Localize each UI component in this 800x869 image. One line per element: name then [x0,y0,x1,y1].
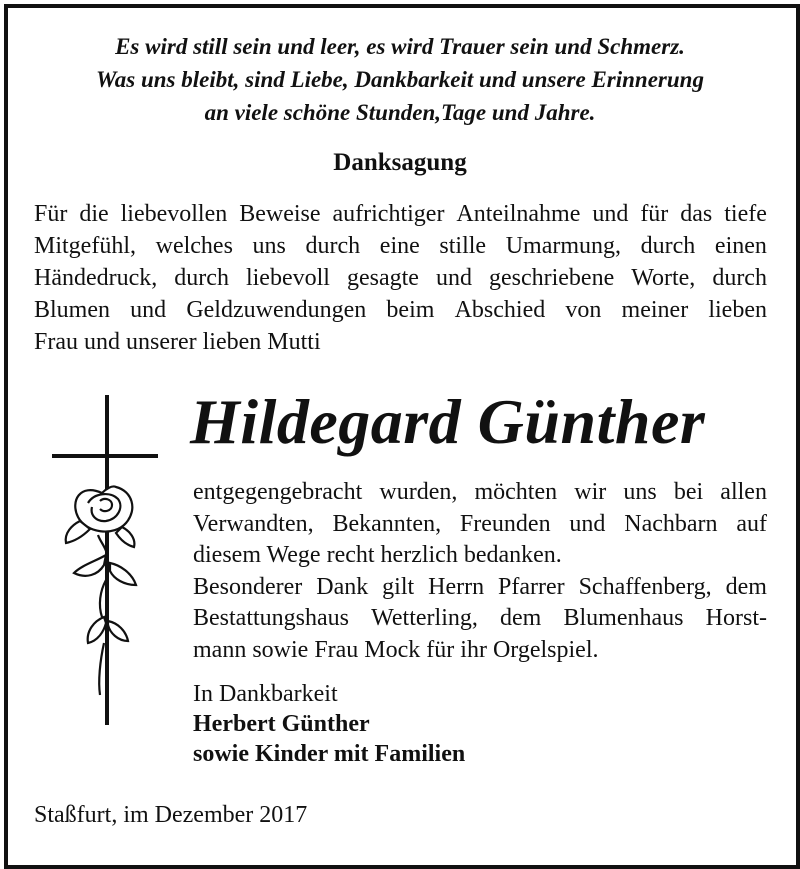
intro-line [34,294,767,326]
word: Besonderer [193,573,303,600]
word: uns [252,233,286,259]
verse-line: Es wird still sein und leer, es wird Trauer sein und Schmerz. [115,34,685,59]
word: durch [174,265,229,291]
cross-horizontal-beam [52,454,158,458]
intro-line: Frau und unserer lieben Mutti [34,329,321,355]
word: Pfarrer [498,573,565,600]
place-date: Staßfurt, im Dezember 2017 [34,802,308,828]
word: aufrichtiger [332,201,445,227]
word: Wetterling, [371,605,478,631]
word: Mitgefühl, [34,233,136,259]
word: gesagte [346,265,419,291]
word: wir [574,479,607,505]
word: Nachbarn [624,510,718,537]
intro-paragraph [34,198,767,358]
word: und [592,201,629,227]
word: tiefe [724,201,767,227]
word: Worte, [631,265,696,291]
word: Herrn [428,573,485,600]
word: Bekannten, [332,510,442,537]
word: bei [673,479,704,505]
word: geschriebene [488,265,615,291]
word: Für [34,201,68,227]
intro-line [34,198,767,230]
thanks-paragraph [193,477,767,666]
signature-family: sowie Kinder mit Familien [193,741,466,767]
thanks-line [193,477,767,509]
signature-closing: In Dankbarkeit [193,681,338,707]
word: Verwandten, [193,510,314,537]
cross-with-rose-icon [40,395,170,730]
word: entgegengebracht [193,479,363,505]
word: Händedruck, [34,265,158,291]
verse-line: Was uns bleibt, sind Liebe, Dankbarkeit und unsere Erinnerung [96,67,704,92]
thanks-line [193,572,767,604]
intro-line [34,262,767,294]
word: liebevollen [120,201,228,227]
intro-line [34,230,767,262]
word: und [435,265,472,291]
word: Blumenhaus [563,605,684,631]
notice-heading: Danksagung [333,149,467,176]
word: auf [736,510,767,537]
deceased-name: Hildegard Günther [190,386,706,457]
thanks-line: diesem Wege recht herzlich bedanken. [193,542,562,568]
word: das [680,201,713,227]
word: beim [386,297,435,323]
word: Horst- [705,605,767,631]
signature-name: Herbert Günther [193,711,370,737]
word: Freunden [459,510,551,537]
word: von [565,297,602,323]
word: uns [623,479,657,505]
word: meiner [621,297,689,323]
memorial-verse [0,30,800,129]
word: dem [500,605,542,631]
word: Abschied [454,297,546,323]
word: dem [725,573,767,600]
word: stille [439,233,487,259]
thanks-line [193,603,767,635]
word: und [130,297,167,323]
word: wurden, [379,479,458,505]
word: für [640,201,669,227]
word: durch [712,265,767,291]
word: Dank [316,573,369,600]
verse-line: an viele schöne Stunden,Tage und Jahre. [204,100,596,125]
word: durch [305,233,361,259]
thanks-line: mann sowie Frau Mock für ihr Orgelspiel. [193,636,599,663]
thanks-line [193,509,767,541]
word: lieben [708,297,767,323]
word: durch [640,233,696,259]
word: liebevoll [245,265,330,291]
rose-icon [66,486,136,695]
word: Schaffenberg, [578,573,712,600]
word: möchten [474,479,558,505]
word: einen [714,233,767,259]
word: gilt [382,573,415,600]
word: Beweise [239,201,321,227]
word: und [569,510,606,537]
word: eine [379,233,420,259]
word: allen [720,479,767,505]
word: Geldzuwendungen [186,297,367,323]
word: Bestattungshaus [193,605,349,631]
word: welches [155,233,233,259]
word: Anteilnahme [456,201,581,227]
word: die [79,201,109,227]
signature-block [193,679,465,769]
word: Blumen [34,297,110,323]
word: Umarmung, [505,233,622,259]
